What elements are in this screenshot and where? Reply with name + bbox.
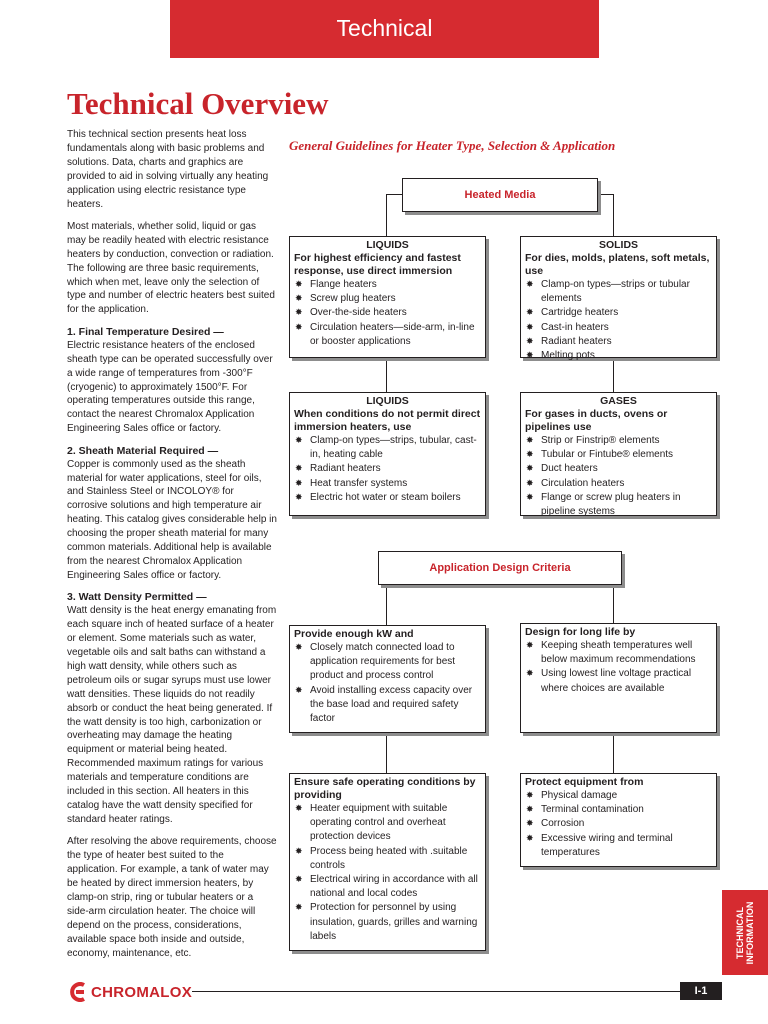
design-criteria-title: Application Design Criteria xyxy=(429,562,571,574)
chromalox-logo xyxy=(69,982,201,1002)
list-item: ✸ Duct heaters xyxy=(525,462,712,476)
connector-line xyxy=(613,733,614,773)
connector-line xyxy=(386,194,387,236)
side-tab-line: TECHNICAL xyxy=(735,906,745,959)
box-heading: For gases in ducts, ovens or pipelines use xyxy=(525,408,668,433)
page-number: I-1 xyxy=(680,982,722,1000)
list-item: ✸ Strip or Finstrip® elements xyxy=(525,434,712,448)
list-item: ✸ Clamp-on types—strips or tubular elements xyxy=(525,278,712,306)
section-banner xyxy=(170,0,599,58)
connector-line xyxy=(386,358,387,392)
heater-list xyxy=(294,434,481,505)
section-heading: 2. Sheath Material Required — xyxy=(67,444,219,457)
list-item: ✸ Heat transfer systems xyxy=(294,477,481,491)
box-title: SOLIDS xyxy=(598,239,639,251)
kw-box xyxy=(289,625,486,733)
list-item: ✸ Using lowest line voltage practical where choices are available xyxy=(525,667,712,695)
box-title: LIQUIDS xyxy=(366,239,409,251)
list-item: ✸ Avoid installing excess capacity over the base load and required safety factor xyxy=(294,684,481,727)
box-heading: Ensure safe operating conditions by providing xyxy=(294,776,476,801)
design-criteria-box xyxy=(378,551,622,585)
chromalox-logo-icon xyxy=(69,982,89,1002)
list-item: ✸ Over-the-side heaters xyxy=(294,306,481,320)
page-title: Technical Overview xyxy=(67,86,329,121)
technical-information-tab xyxy=(722,890,768,975)
list-item: ✸ Circulation heaters—side-arm, in-line or booster applications xyxy=(294,321,481,349)
list-item: ✸ Cartridge heaters xyxy=(525,306,712,320)
list-item: ✸ Physical damage xyxy=(525,789,712,803)
box-title: GASES xyxy=(600,395,637,407)
list-item: ✸ Electric hot water or steam boilers xyxy=(294,491,481,505)
criteria-list xyxy=(294,641,481,726)
list-item: ✸ Electrical wiring in accordance with all national and local codes xyxy=(294,873,481,901)
heated-media-title: Heated Media xyxy=(464,189,536,201)
heater-list xyxy=(525,434,712,519)
box-heading: Provide enough kW and xyxy=(294,628,414,640)
safe-operation-box xyxy=(289,773,486,951)
solids-box xyxy=(520,236,717,362)
list-item: ✸ Cast-in heaters xyxy=(525,321,712,335)
section-body: Copper is commonly used as the sheath material for water applications, steel for oils, and Stainless Steel or INCOLOY® for corrosive solutions and high temperature air heating. This catalog gives considerable help in choosing the proper sheath material for many common materials. Additional help is available from the nearest Chromalox Application Engineering Sales office or factory. xyxy=(67,458,277,581)
list-item: ✸ Flange heaters xyxy=(294,278,481,292)
connector-line xyxy=(386,194,402,195)
liquids-immersion-box xyxy=(289,236,486,358)
long-life-box xyxy=(520,623,717,733)
side-tab-text xyxy=(735,901,755,964)
box-heading: For dies, molds, platens, soft metals, use xyxy=(525,252,710,277)
brand-name: CHROMALOX xyxy=(91,984,193,1001)
connector-line xyxy=(598,194,614,195)
guidelines-title: General Guidelines for Heater Type, Selection & Application xyxy=(289,138,616,153)
side-tab-line: INFORMATION xyxy=(745,901,755,964)
list-item: ✸ Terminal contamination xyxy=(525,803,712,817)
criteria-list xyxy=(525,639,712,696)
gases-box xyxy=(520,392,717,516)
connector-line xyxy=(613,194,614,236)
box-heading: For highest efficiency and fastest response, use direct immersion xyxy=(294,252,461,277)
heater-list xyxy=(294,278,481,349)
box-heading: Design for long life by xyxy=(525,626,636,638)
intro-paragraph: This technical section presents heat loss fundamentals along with basic problems and solutions. Data, charts and graphics are provided to aid in solving virtually any heating application using electric resistance type heaters. xyxy=(67,129,269,210)
list-item: ✸ Protection for personnel by using insulation, guards, grilles and warning labels xyxy=(294,901,481,944)
footer-rule xyxy=(192,991,680,992)
liquids-no-immersion-box xyxy=(289,392,486,516)
intro-paragraph: Most materials, whether solid, liquid or gas may be readily heated with electric resistance heaters by conduction, convection or radiation. The following are three basic requirements, which when met, leave only the selection of type and number of electric heaters best suited for the application. xyxy=(67,220,275,316)
left-column xyxy=(67,128,277,969)
heated-media-box xyxy=(402,178,598,212)
box-title: LIQUIDS xyxy=(366,395,409,407)
heater-list xyxy=(525,278,712,363)
list-item: ✸ Screw plug heaters xyxy=(294,292,481,306)
criteria-list xyxy=(525,789,712,860)
list-item: ✸ Flange or screw plug heaters in pipeline systems xyxy=(525,491,712,519)
list-item: ✸ Radiant heaters xyxy=(525,335,712,349)
section-title: Technical xyxy=(336,15,433,41)
box-heading: When conditions do not permit direct immersion heaters, use xyxy=(294,408,481,433)
list-item: ✸ Heater equipment with suitable operating control and overheat protection devices xyxy=(294,802,481,845)
list-item: ✸ Keeping sheath temperatures well below maximum recommendations xyxy=(525,639,712,667)
list-item: ✸ Tubular or Fintube® elements xyxy=(525,448,712,462)
criteria-list xyxy=(294,802,481,944)
list-item: ✸ Process being heated with .suitable controls xyxy=(294,845,481,873)
section-body: Electric resistance heaters of the enclosed sheath type can be operated successfully over a wide range of temperatures from -300°F (cryogenic) to approximately 1500°F. For operating temperatures outside this range, contact the nearest Chromalox Application Engineering Sales office or factory. xyxy=(67,339,273,435)
closing-paragraph: After resolving the above requirements, choose the type of heater best suited to the application. For example, a tank of water may be heated by direct immersion heaters, by clamp-on strip, ring or tubular heaters or a side-arm circulation heater. The choice will depend on the process, considerations, available space both inside and outside, economy, maintenance, etc. xyxy=(67,836,277,959)
box-heading: Protect equipment from xyxy=(525,776,644,788)
section-heading: 3. Watt Density Permitted — xyxy=(67,591,207,604)
list-item: ✸ Closely match connected load to application requirements for best product and process control xyxy=(294,641,481,684)
list-item: ✸ Corrosion xyxy=(525,817,712,831)
list-item: ✸ Melting pots xyxy=(525,349,712,363)
list-item: ✸ Excessive wiring and terminal temperatures xyxy=(525,832,712,860)
connector-line xyxy=(386,733,387,773)
list-item: ✸ Radiant heaters xyxy=(294,462,481,476)
list-item: ✸ Circulation heaters xyxy=(525,477,712,491)
section-body: Watt density is the heat energy emanating from each square inch of heated surface of a heater or element. Some materials such as water, vegetable oils and salt baths can withstand a high watt density, while others such as petroleum oils or sugar syrups must use lower watt densities. These liquids do not readily absorb or conduct the heat being generated. If the watt density is too high, carbonization or overheating may damage the heating equipment or material being heated. Recommended maximum ratings for various materials and temperature conditions are included in this section. All heaters in this catalog have the watt density specified for standard heater ratings. xyxy=(67,605,277,825)
list-item: ✸ Clamp-on types—strips, tubular, cast-in, heating cable xyxy=(294,434,481,462)
section-heading: 1. Final Temperature Desired — xyxy=(67,325,224,338)
protect-equipment-box xyxy=(520,773,717,867)
